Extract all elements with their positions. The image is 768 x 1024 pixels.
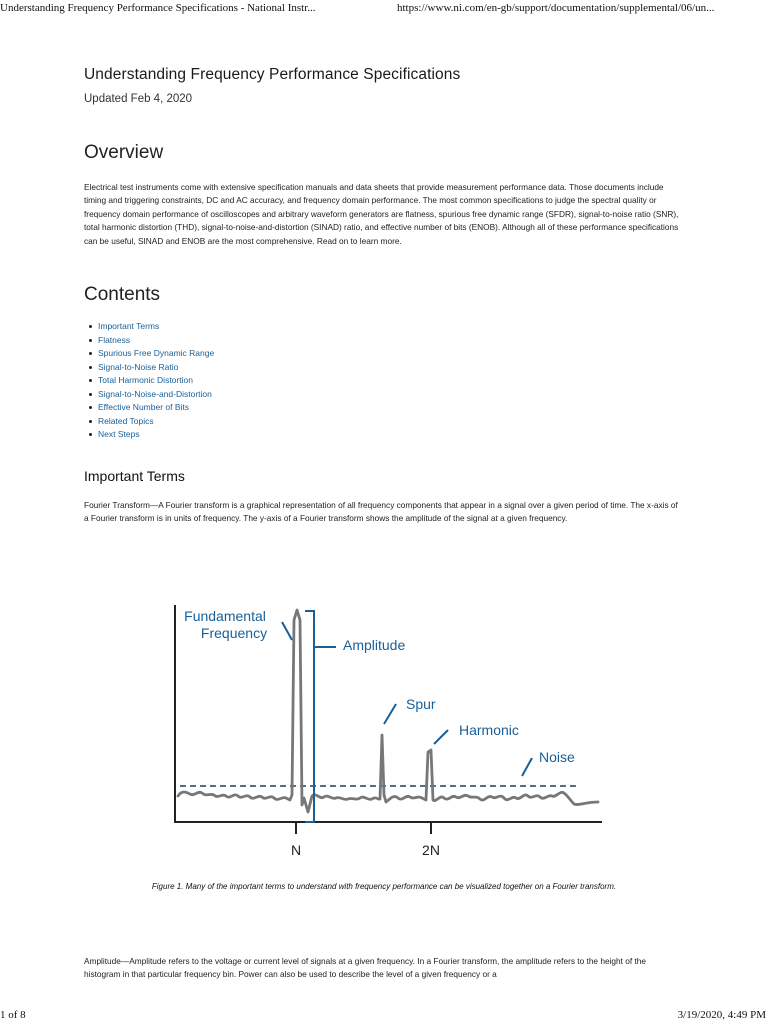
toc-link-thd[interactable]: Total Harmonic Distortion [98,375,193,385]
important-terms-heading: Important Terms [84,468,185,484]
contents-heading: Contents [84,284,161,305]
amplitude-bracket [305,611,314,822]
overview-paragraph: Electrical test instruments come with extensive specification manuals and data sheets that provide measurement performance data. Those documents include timing and triggering constraints, DC and AC accuracy, and frequency domain performance. The most common specifications to judge the spectral quality or frequency domain performance of oscilloscopes and arbitrary waveform generators are flatness, spurious free dynamic range (SFDR), signal-to-noise ratio (SNR), total harmonic distortion (THD), signal-to-noise-and-distortion (SINAD) ratio, and effective number of bits (ENOB). Although all of these performance specifications can be useful, SINAD and ENOB are the most comprehensive. Read on to learn more. [84,182,679,246]
contents-list [84,320,214,442]
tick-label-n: N [290,842,302,858]
list-item [98,374,214,388]
list-item [98,347,214,361]
fourier-transform-figure [170,600,610,865]
overview-heading: Overview [84,142,164,163]
toc-link-snr[interactable]: Signal-to-Noise Ratio [98,361,179,372]
toc-link-flatness[interactable]: Flatness [98,334,131,345]
toc-link-related-topics[interactable]: Related Topics [98,415,154,426]
list-item [98,428,214,442]
spur-pointer [384,704,396,724]
list-item [98,388,214,402]
fourier-transform-diagram [170,600,610,865]
print-footer [0,1006,768,1024]
harmonic-pointer [434,730,448,744]
toc-link-sfdr[interactable]: Spurious Free Dynamic Range [98,348,215,358]
page-title: Understanding Frequency Performance Specifications [84,66,461,83]
label-noise: Noise [539,749,575,765]
amplitude-paragraph: Amplitude—Amplitude refers to the voltage or current level of signals at a given frequency. In a Fourier transform, the amplitude refers to the height of the histogram in that particular frequency bin. Power can also be used to describe the level of a given frequency or a [84,956,647,980]
label-spur: Spur [406,696,436,712]
toc-link-important-terms[interactable]: Important Terms [98,321,160,331]
updated-date: Updated Feb 4, 2020 [84,93,193,105]
noise-pointer [522,758,532,776]
print-page-number: 1 of 8 [0,1009,26,1021]
label-harmonic: Harmonic [459,722,519,738]
tick-label-2n: 2N [422,842,440,858]
list-item [98,334,214,348]
list-item [98,361,214,375]
print-date: 3/19/2020, 4:49 PM [677,1009,766,1021]
list-item [98,320,214,334]
print-page-url: https://www.ni.com/en-gb/support/documentation/supplemental/06/un... [397,2,715,14]
list-item [98,415,214,429]
toc-link-next-steps[interactable]: Next Steps [98,429,140,439]
label-amplitude: Amplitude [343,637,406,653]
figure-caption: Figure 1. Many of the important terms to understand with frequency performance can be visualized together on a Fourier transform. [151,882,617,891]
label-fundamental-line2: Frequency [200,625,268,641]
fundamental-pointer [282,622,292,640]
toc-link-enob[interactable]: Effective Number of Bits [98,402,190,412]
list-item [98,401,214,415]
print-page-title: Understanding Frequency Performance Specifications - National Instr... [0,2,316,14]
label-fundamental-line1: Fundamental [184,608,266,624]
print-header [0,0,768,18]
toc-link-sinad[interactable]: Signal-to-Noise-and-Distortion [98,388,212,399]
fourier-paragraph: Fourier Transform—A Fourier transform is a graphical representation of all frequency components that appear in a signal over a given period of time. The x-axis of a Fourier transform is in units of frequency. The y-axis of a Fourier transform shows the amplitude of the signal at a given frequency. [84,500,678,524]
